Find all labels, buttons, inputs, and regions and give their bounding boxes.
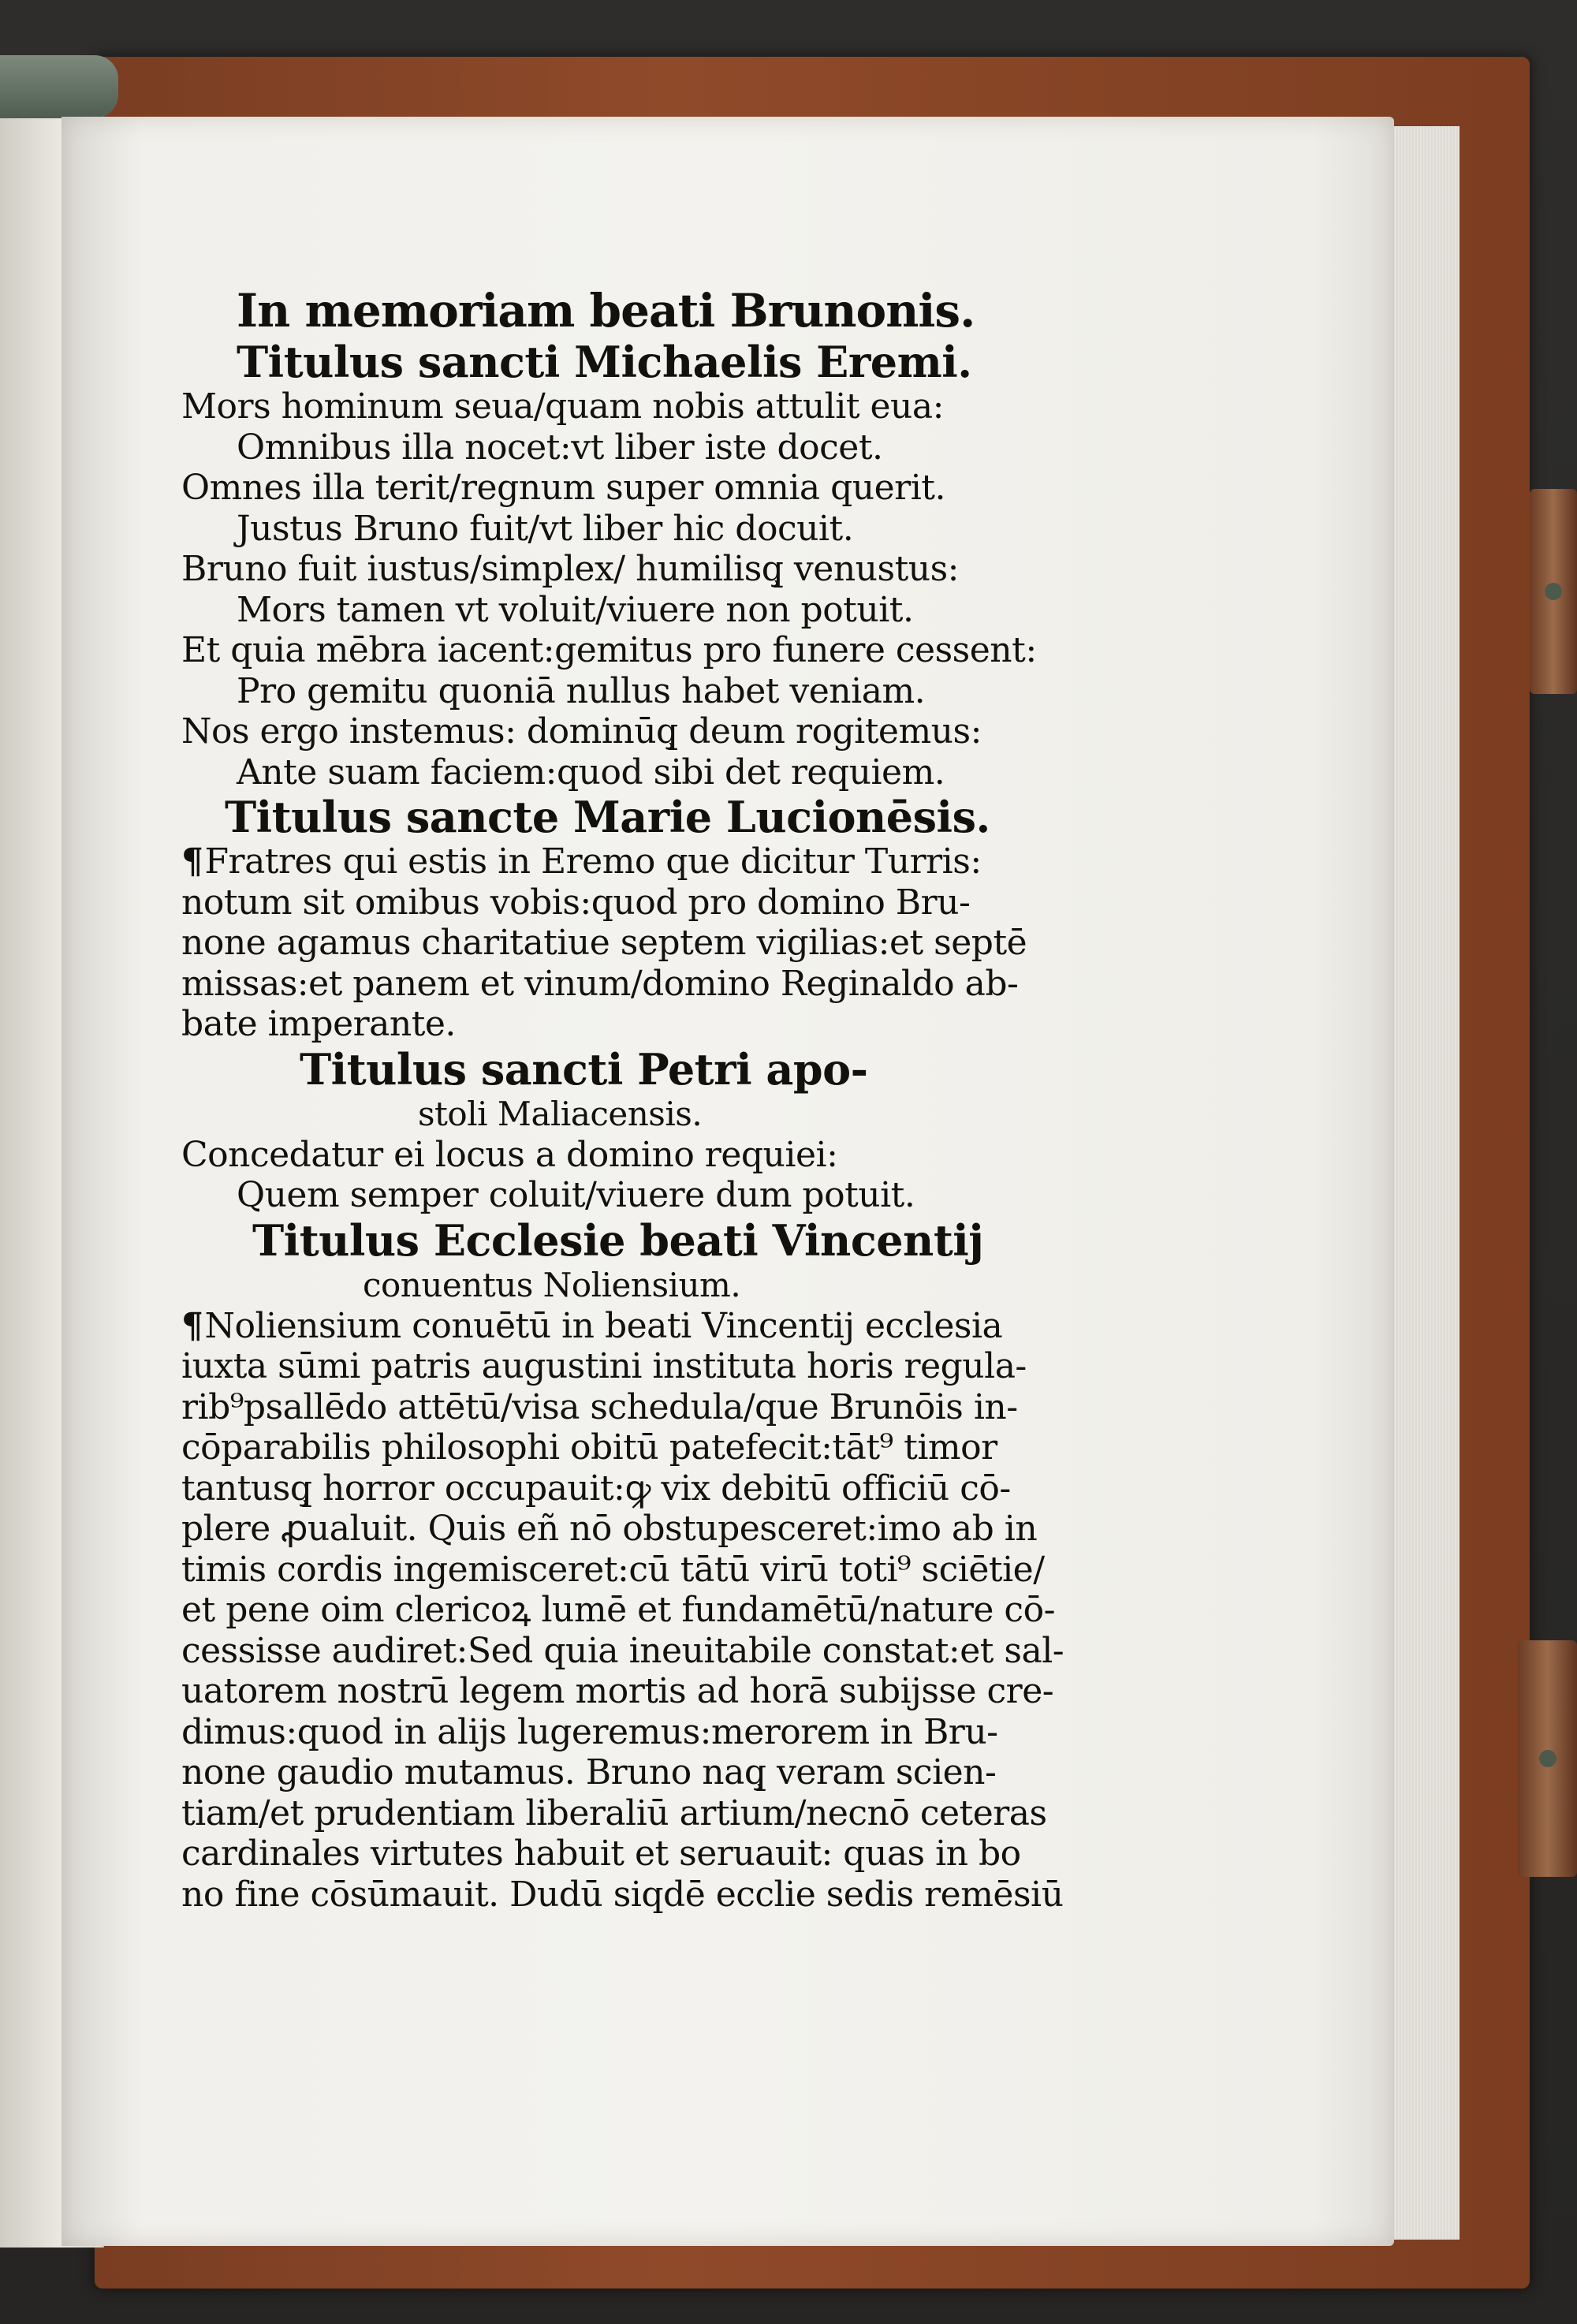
verse-line: Ante suam faciem:quod sibi det requiem. (237, 752, 945, 793)
clasp-upper (1530, 489, 1577, 694)
prose-line: none gaudio mutamus. Bruno naq̧ veram scien- (181, 1752, 997, 1792)
verse-line: Concedatur ei locus a domino requiei: (181, 1134, 838, 1175)
section-heading: Titulus Ecclesie beati Vincentij (252, 1214, 984, 1266)
prose-line: tantusq̧ horror occupauit:ꝙ vix debitū officiū cō- (181, 1468, 1011, 1509)
prose-line: dimus:quod in alijs lugeremus:merorem in Bru- (181, 1711, 998, 1752)
clasp-lower (1518, 1640, 1577, 1877)
prose-line: tiam/et prudentiam liberaliū artium/necnō ceteras (181, 1792, 1047, 1833)
verse-line: Pro gemitu quoniā nullus habet veniam. (237, 670, 926, 711)
clasp-bolt-icon (1545, 583, 1562, 600)
prose-line: cardinales virtutes habuit et seruauit: quas in bo (181, 1833, 1021, 1874)
prose-line: missas:et panem et vinum/domino Reginaldo ab- (181, 963, 1019, 1004)
section-heading: Titulus sancte Marie Lucionēsis. (225, 792, 990, 842)
prose-line: uatorem nostrū legem mortis ad horā subijsse cre- (181, 1671, 1054, 1711)
section-subheading: conuentus Noliensium. (363, 1265, 741, 1304)
verse-line: Mors tamen vt voluit/viuere non potuit. (237, 589, 914, 630)
section-heading: Titulus sancti Michaelis Eremi. (237, 337, 972, 387)
prose-line: et pene oim clericoꝝ lumē et fundamētū/nature cō- (181, 1590, 1055, 1630)
pilcrow-icon (181, 841, 205, 882)
prose-line: notum sit omibus vobis:quod pro domino Bru- (181, 882, 971, 923)
verse-line: Omnes illa terit/regnum super omnia querit. (181, 468, 945, 508)
section-heading: Titulus sancti Petri apo- (300, 1043, 868, 1095)
page-text (181, 284, 1064, 1915)
clasp-left (0, 55, 118, 118)
prose-line: iuxta sūmi patris augustini instituta horis regula- (181, 1346, 1027, 1386)
prose-line: bate imperante. (181, 1004, 456, 1044)
page-title: In memoriam beati Brunonis. (237, 284, 975, 338)
verse-line: Nos ergo instemus: dominūq̧ deum rogitemus: (181, 711, 982, 752)
prose-line: cōparabilis philosophi obitū patefecit:tāt⁹ timor (181, 1427, 997, 1468)
verse-line: Bruno fuit iustus/simplex/ humilisq̧ venustus: (181, 549, 959, 589)
prose-line: plere ꝓualuit. Quis eñ nō obstupesceret:imo ab in (181, 1509, 1038, 1549)
page-block-edge (1392, 126, 1460, 2240)
prose-line: Fratres qui estis in Eremo que dicitur Turris: (204, 841, 982, 882)
prose-line: no fine cōsūmauit. Dudū siqdē ecclie sedis remēsiū (181, 1874, 1064, 1915)
prose-line: none agamus charitatiue septem vigilias:et septē (181, 923, 1027, 963)
prose-line: rib⁹psallēdo attētū/visa schedula/que Brunōis in- (181, 1386, 1018, 1427)
verse-line: Omnibus illa nocet:vt liber iste docet. (237, 427, 883, 468)
prose-line: timis cordis ingemisceret:cū tātū virū toti⁹ sciētie/ (181, 1549, 1045, 1590)
verse-line: Et quia mēbra iacent:gemitus pro funere cessent: (181, 630, 1037, 670)
pilcrow-icon (181, 1306, 205, 1346)
prose-line: cessisse audiret:Sed quia ineuitabile constat:et sal- (181, 1630, 1064, 1671)
clasp-bolt-icon (1539, 1750, 1556, 1767)
verse-line: Justus Bruno fuit/vt liber hic docuit. (237, 508, 854, 549)
verse-line: Quem semper coluit/viuere dum potuit. (237, 1175, 915, 1215)
prose-line: Noliensium conuētū in beati Vincentij ecclesia (204, 1305, 1003, 1346)
section-subheading: stoli Maliacensis. (418, 1094, 703, 1133)
verse-line: Mors hominum seua/quam nobis attulit eua: (181, 386, 944, 427)
